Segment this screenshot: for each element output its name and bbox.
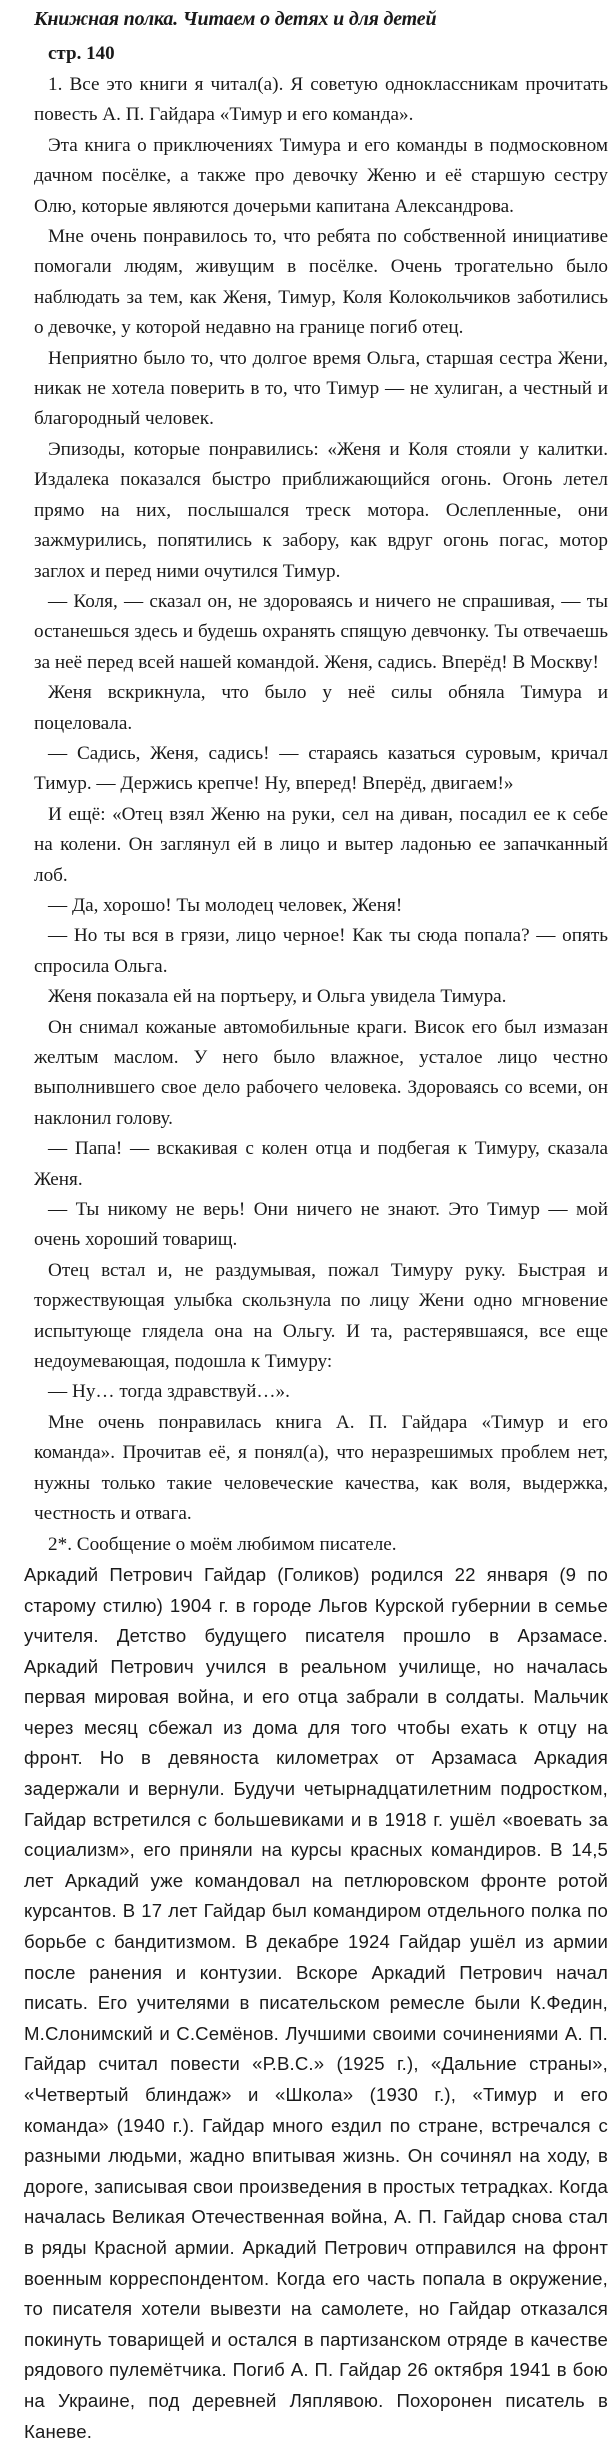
paragraph: Отец встал и, не раздумывая, пожал Тимуру руку. Быстрая и торжествующая улыбка скользнула по лицу Жени одно мгновение испытующе глядела она на Ольгу. И та, растерявшаяся, все еще недоумевающая, подошла к Тимуру: — [34, 1259, 608, 1373]
paragraph: — Но ты вся в грязи, лицо черное! Как ты сюда попала? — опять спросила Ольга. — [34, 925, 608, 977]
paragraph: 2*. Сообщение о моём любимом писателе. — [48, 1533, 397, 1555]
paragraph: Женя показала ей на портьеру, и Ольга увидела Тимура. — [48, 986, 507, 1008]
paragraph: 1. Все это книги я читал(а). Я советую одноклассникам прочитать повесть А. П. Гайдара «Тимур и его команда». — [34, 74, 608, 126]
paragraph: Он снимал кожаные автомобильные краги. Висок его был измазан желтым маслом. У него было влажное, усталое лицо честно выполнившего свое дело рабочего человека. Здороваясь со всеми, он наклонил голову. — [34, 1016, 608, 1129]
paragraph: — Да, хорошо! Ты молодец человек, Женя! — [48, 894, 403, 916]
page-number: стр. 140 — [48, 43, 115, 64]
paragraph: Мне очень понравилось то, что ребята по собственной инициативе помогали людям, живущим в посёлке. Очень трогательно было наблюдать за тем, как Женя, Тимур, Коля Колокольчиков заботились о девочке, у которой недавно на границе погиб отец. — [34, 226, 608, 339]
paragraph: — Коля, — сказал он, не здороваясь и ничего не спрашивая, — ты останешься здесь и будешь охранять спящую девчонку. Ты отвечаешь за неё перед всей нашей командой. Женя, садись. Вперёд! В Москву! — [34, 590, 608, 673]
paragraph: — Ты никому не верь! Они ничего не знают. Это Тимур — мой очень хороший товарищ. — [34, 1199, 608, 1251]
paragraph: Эта книга о приключениях Тимура и его команды в подмосковном дачном посёлке, а также про девочку Женю и её старшую сестру Олю, которые являются дочерьми капитана Александрова. — [34, 134, 608, 217]
answer-text — [0, 70, 616, 1560]
writer-biography — [0, 1560, 616, 2447]
paragraph: — Ну… тогда здравствуй…». — [48, 1381, 290, 1403]
paragraph: Женя вскрикнула, что было у неё силы обняла Тимура и поцеловала. — [34, 682, 608, 734]
paragraph: — Садись, Женя, садись! — стараясь казаться суровым, кричал Тимур. — Держись крепче! Ну, вперед! Вперёд, двигаем!» — [34, 742, 608, 795]
biography-paragraph: Аркадий Петрович Гайдар (Голиков) родился 22 января (9 по старому стилю) 1904 г. в городе Льгов Курской губернии в семье учителя. Детство будущего писателя прошло в Арзамасе. Аркадий Петрович учился в реальном училище, но началась первая мировая война, и его отца забрали в солдаты. Мальчик через месяц сбежал из дома для того чтобы ехать к отцу на фронт. Но в девяноста километрах от Арзамаса Аркадия задержали и вернули. Будучи четырнадцатилетним подростком, Гайдар встретился с большевиками и в 1918 г. ушёл «воевать за социализм», его приняли на курсы красных командиров. В 14,5 лет Аркадий уже командовал на петлюровском фронте ротой курсантов. В 17 лет Гайдар был командиром отдельного полка по борьбе с бандитизмом. В декабре 1924 Гайдар ушёл из армии после ранения и контузии. Вскоре Аркадий Петрович начал писать. Его учителями в писательском ремесле были К.Федин, М.Слонимский и С.Семёнов. Лучшими своими сочинениями А. П. Гайдар считал повести «Р.В.С.» (1925 г.), «Дальние страны», «Четвертый блиндаж» и «Школа» (1930 г.), «Тимур и его команда» (1940 г.). Гайдар много ездил по стране, встречался с разными людьми, жадно впитывая жизнь. Он сочинял на ходу, в дороге, записывая свои произведения в простых тетрадках. Когда началась Великая Отечественная война, А. П. Гайдар снова стал в ряды Красной армии. Аркадий Петрович отправился на фронт военным корреспондентом. Когда его часть попала в окружение, то писателя хотели вывезти на самолете, но Гайдар отказался покинуть товарищей и остался в партизанском отряде в качестве рядового пулемётчика. Погиб А. П. Гайдар 26 октября 1941 в бою на Украине, под деревней Ляплявою. Похоронен писатель в Каневе. — [24, 1563, 608, 2442]
paragraph: И ещё: «Отец взял Женю на руки, сел на диван, посадил ее к себе на колени. Он заглянул ей в лицо и вытер ладонью ее запачканный лоб. — [34, 803, 608, 886]
paragraph: Эпизоды, которые понравились: «Женя и Коля стояли у калитки. Издалека показался быстро приближающийся огонь. Огонь летел прямо на них, послышался треск мотора. Ослепленные, они зажмурились, попятились к забору, как вдруг огонь погас, мотор заглох и перед ними очутился Тимур. — [34, 438, 608, 582]
section-header: Книжная полка. Читаем о детях и для детей — [34, 8, 437, 30]
paragraph: Мне очень понравилась книга А. П. Гайдара «Тимур и его команда». Прочитав её, я понял(а), что неразрешимых проблем нет, нужны только такие человеческие качества, как воля, выдержка, честность и отвага. — [34, 1411, 608, 1525]
paragraph: — Папа! — вскакивая с колен отца и подбегая к Тимуру, сказала Женя. — [34, 1138, 608, 1190]
paragraph: Неприятно было то, что долгое время Ольга, старшая сестра Жени, никак не хотела поверить в то, что Тимур — не хулиган, а честный и благородный человек. — [34, 347, 608, 430]
